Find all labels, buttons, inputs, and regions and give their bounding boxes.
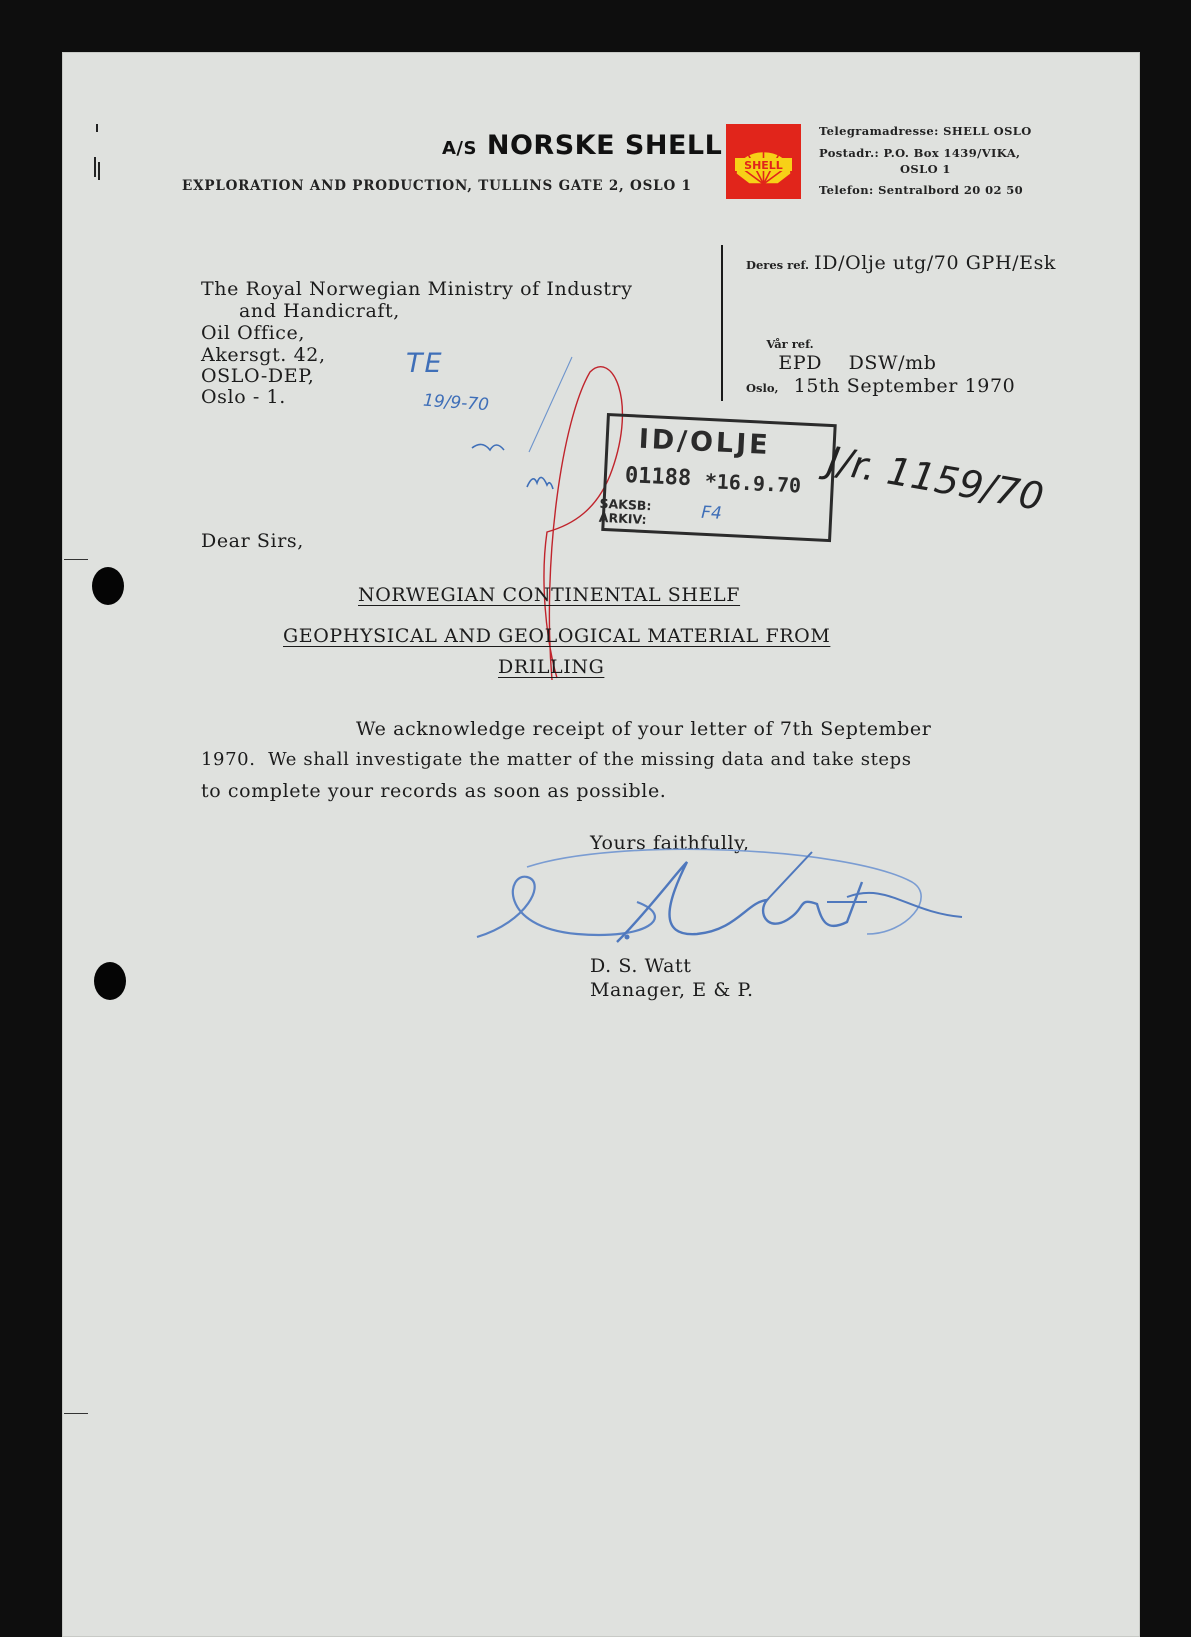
stamp-number: 01188 <box>624 462 692 492</box>
postal-value: P.O. Box 1439/VIKA, <box>883 146 1021 160</box>
shell-logo <box>726 124 801 199</box>
deres-ref-label: Deres ref. <box>746 258 810 272</box>
body-line-2: 1970. We shall investigate the matter of the missing data and take steps <box>201 749 912 770</box>
body-line-3: to complete your records as soon as possible. <box>201 780 667 802</box>
subject-line-1: NORWEGIAN CONTINENTAL SHELF <box>358 584 741 606</box>
stamp-date: *16.9.70 <box>704 468 802 498</box>
punch-hole-top <box>92 567 124 605</box>
recipient-line-3: Oil Office, <box>201 322 306 344</box>
division-address: EXPLORATION AND PRODUCTION, TULLINS GATE 2, OSLO 1 <box>182 178 692 194</box>
postal-label: Postadr.: <box>819 146 880 160</box>
stamp-saksb-label: SAKSB: <box>599 495 652 514</box>
telegram-address: Telegramadresse: SHELL OSLO <box>819 124 1032 138</box>
place-label: Oslo, <box>746 381 779 395</box>
letter-date <box>746 375 1015 397</box>
fold-mark-top <box>64 559 88 560</box>
reference-divider <box>721 245 723 401</box>
fold-mark-bottom <box>64 1413 88 1414</box>
date-annotation: 19/9-70 <box>422 390 490 416</box>
recipient-line-6: Oslo - 1. <box>201 386 286 408</box>
stamp-arkiv-label: ARKIV: <box>598 509 647 528</box>
recipient-line-2: and Handicraft, <box>239 300 400 322</box>
recipient-line-5: OSLO-DEP, <box>201 365 315 387</box>
subject-line-2: GEOPHYSICAL AND GEOLOGICAL MATERIAL FROM <box>283 625 831 647</box>
deres-ref-value: ID/Olje utg/70 GPH/Esk <box>814 252 1057 274</box>
valediction: Yours faithfully, <box>590 832 750 854</box>
var-ref-value: EPD DSW/mb <box>778 352 937 374</box>
company-prefix: A/S <box>442 138 477 159</box>
registry-stamp <box>598 413 836 542</box>
postal-city: OSLO 1 <box>900 162 951 176</box>
punch-hole-bottom <box>94 962 126 1000</box>
initials-annotation: TE <box>406 348 444 379</box>
signatory-title: Manager, E & P. <box>590 979 754 1001</box>
company-name-text: NORSKE SHELL <box>486 130 723 161</box>
phone-number: Telefon: Sentralbord 20 02 50 <box>819 183 1024 197</box>
letter-page <box>62 52 1140 1637</box>
date-value: 15th September 1970 <box>793 375 1016 397</box>
signatory-name: D. S. Watt <box>590 955 692 977</box>
body-line-1: We acknowledge receipt of your letter of 7th September <box>356 718 932 740</box>
postal-address <box>819 146 1020 160</box>
subject-line-3: DRILLING <box>498 656 605 678</box>
salutation: Dear Sirs, <box>201 530 304 552</box>
staple-mark <box>92 122 102 182</box>
recipient-line-1: The Royal Norwegian Ministry of Industry <box>201 278 633 300</box>
var-ref-label: Vår ref. <box>766 337 814 351</box>
logo-text: SHELL <box>744 159 783 172</box>
deres-ref <box>746 252 1056 274</box>
journal-number-annotation: J/r. 1159/70 <box>824 438 1047 520</box>
stamp-arkiv-value: F4 <box>700 502 723 524</box>
company-name <box>442 130 722 161</box>
signature <box>467 842 967 952</box>
stamp-title: ID/OLJE <box>638 423 772 462</box>
recipient-line-4: Akersgt. 42, <box>201 344 326 366</box>
